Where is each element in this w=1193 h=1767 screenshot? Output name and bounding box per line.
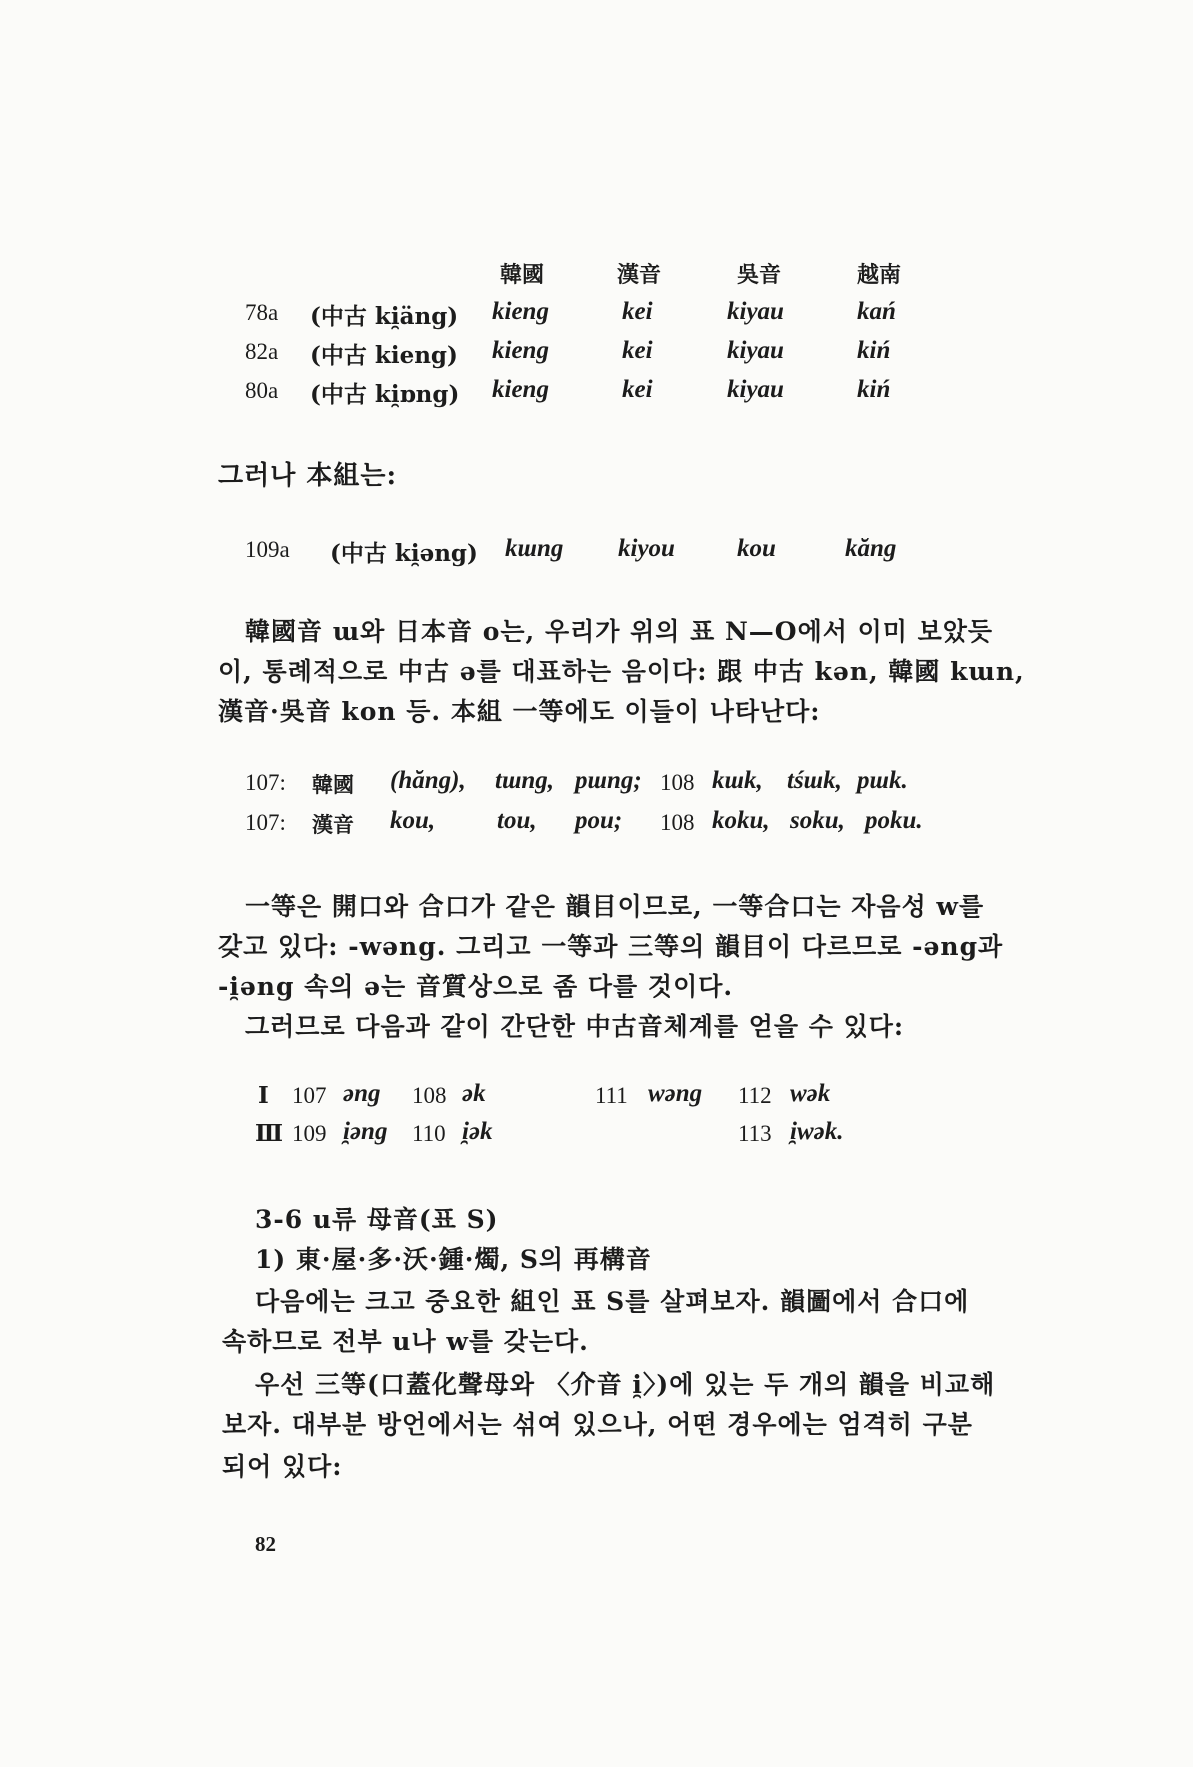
example-form: kɯk, xyxy=(712,767,763,794)
text-line: 그러므로 다음과 같이 간단한 中古音체계를 얻을 수 있다: xyxy=(245,1012,905,1041)
subsection-heading: 1) 東·屋·多·沃·鍾·燭, S의 再構音 xyxy=(255,1245,652,1274)
example-form: soku, xyxy=(790,807,845,834)
text-line: 우선 三等(口蓋化聲母와 〈介音 i̯〉)에 있는 두 개의 韻을 비교해 xyxy=(255,1370,996,1399)
col-header-viet: 越南 xyxy=(857,262,902,288)
middle-chinese: (中古 ki̯ɒng) xyxy=(310,381,460,408)
text-line: -i̯əng 속의 ə는 音質상으로 좀 다를 것이다. xyxy=(218,972,734,1001)
goon-reading: kiyau xyxy=(727,298,784,325)
col-header-kanon: 漢音 xyxy=(617,262,662,288)
korean-reading: kieng xyxy=(492,337,549,364)
rhyme-number: 110 xyxy=(412,1121,446,1146)
row-id: 80a xyxy=(245,378,279,403)
rhyme-number: 109 xyxy=(292,1121,327,1146)
rhyme-number: 112 xyxy=(738,1083,772,1108)
row-id: 109a xyxy=(245,537,290,562)
viet-reading: kăng xyxy=(845,535,897,562)
example-form: pɯng; xyxy=(575,767,642,794)
goon-reading: kiyau xyxy=(727,376,784,403)
goon-reading: kou xyxy=(737,535,776,562)
goon-reading: kiyau xyxy=(727,337,784,364)
kanon-reading: kei xyxy=(622,298,653,325)
kanon-reading: kei xyxy=(622,376,653,403)
example-form: tɯng, xyxy=(495,767,555,794)
rhyme-final: i̯ək xyxy=(462,1118,493,1145)
text-line: 韓國音 ɯ와 日本音 o는, 우리가 위의 표 N—O에서 이미 보았듯 xyxy=(245,617,994,646)
section-heading: 3-6 u류 母音(표 S) xyxy=(255,1205,499,1234)
example-number: 108 xyxy=(660,770,695,795)
viet-reading: kiń xyxy=(857,376,891,403)
example-form: koku, xyxy=(712,807,770,834)
example-language: 韓國 xyxy=(312,772,354,797)
rhyme-final: wək xyxy=(790,1080,831,1107)
row-id: 82a xyxy=(245,339,279,364)
example-form: (hăng), xyxy=(390,767,466,794)
grade-label: Ⅲ xyxy=(255,1121,284,1146)
example-form: pou; xyxy=(575,807,623,834)
rhyme-number: 111 xyxy=(595,1083,628,1108)
kanon-reading: kei xyxy=(622,337,653,364)
intro-line: 그러나 本組는: xyxy=(218,461,398,491)
example-form: pɯk. xyxy=(857,767,908,794)
example-form: kou, xyxy=(390,807,436,834)
text-line: 다음에는 크고 중요한 組인 표 S를 살펴보자. 韻圖에서 合口에 xyxy=(255,1287,970,1316)
viet-reading: kiń xyxy=(857,337,891,364)
korean-reading: kieng xyxy=(492,298,549,325)
grade-label: Ⅰ xyxy=(258,1083,269,1108)
text-line: 漢音·吳音 kon 등. 本組 一等에도 이들이 나타난다: xyxy=(218,697,821,726)
kanon-reading: kiyou xyxy=(618,535,675,562)
viet-reading: kań xyxy=(857,298,896,325)
page-number: 82 xyxy=(255,1532,276,1556)
middle-chinese: (中古 kieng) xyxy=(310,342,458,369)
example-form: poku. xyxy=(865,807,923,834)
example-form: tou, xyxy=(497,807,537,834)
example-number: 107: xyxy=(245,770,286,795)
rhyme-number: 107 xyxy=(292,1083,327,1108)
example-number: 108 xyxy=(660,810,695,835)
example-language: 漢音 xyxy=(312,812,354,837)
text-line: 갖고 있다: -wəng. 그리고 一等과 三等의 韻目이 다르므로 -əng과 xyxy=(218,932,1004,961)
rhyme-final: ək xyxy=(462,1080,486,1107)
rhyme-final: i̯əng xyxy=(343,1118,388,1145)
text-line: 되어 있다: xyxy=(222,1452,343,1481)
example-form: tśɯk, xyxy=(787,767,842,794)
text-line: 보자. 대부분 방언에서는 섞여 있으나, 어떤 경우에는 엄격히 구분 xyxy=(222,1410,973,1439)
rhyme-final: wəng xyxy=(648,1080,703,1107)
text-line: 이, 통례적으로 中古 ə를 대표하는 음이다: 跟 中古 kən, 韓國 kɯn, xyxy=(218,657,1025,686)
rhyme-number: 113 xyxy=(738,1121,772,1146)
rhyme-final: əng xyxy=(343,1080,381,1107)
middle-chinese: (中古 ki̯əng) xyxy=(330,540,478,567)
rhyme-final: i̯wək. xyxy=(790,1118,844,1145)
text-line: 속하므로 전부 u나 w를 갖는다. xyxy=(222,1327,589,1356)
rhyme-number: 108 xyxy=(412,1083,447,1108)
korean-reading: kieng xyxy=(492,376,549,403)
col-header-goon: 吳音 xyxy=(737,262,782,288)
row-id: 78a xyxy=(245,300,279,325)
col-header-korean: 韓國 xyxy=(500,262,545,288)
text-line: 一等은 開口와 合口가 같은 韻目이므로, 一等合口는 자음성 w를 xyxy=(245,892,985,921)
middle-chinese: (中古 ki̯äng) xyxy=(310,303,459,330)
example-number: 107: xyxy=(245,810,286,835)
korean-reading: kɯng xyxy=(505,535,564,562)
